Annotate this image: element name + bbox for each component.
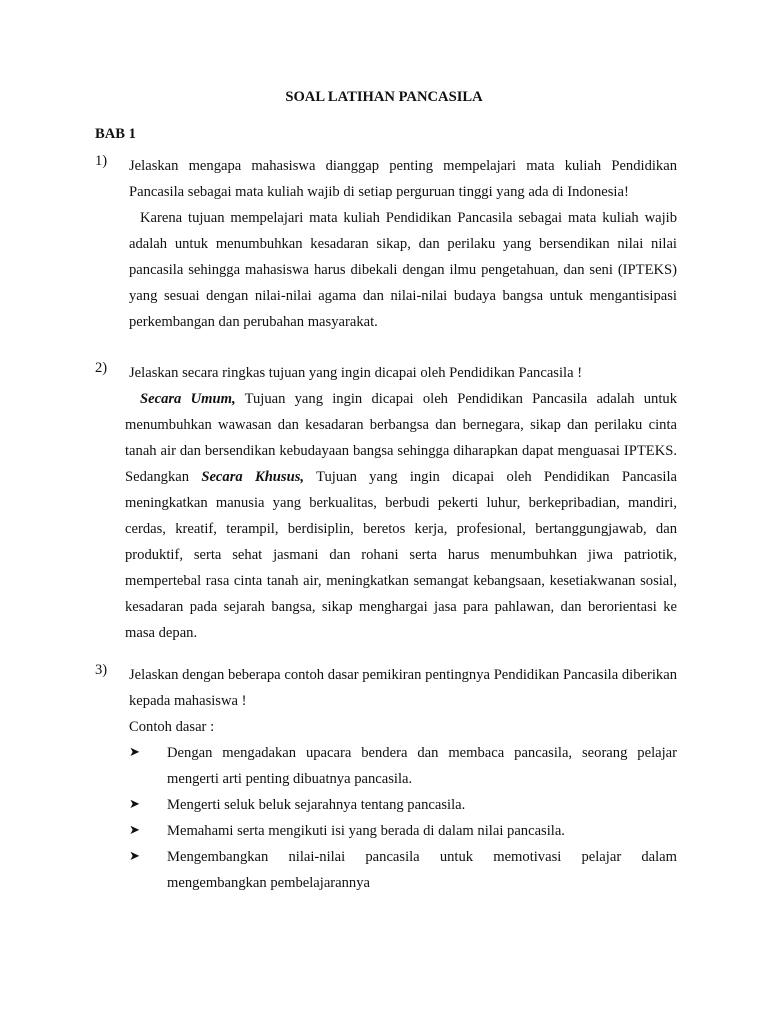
arrowhead-bullet-icon: ➤	[129, 797, 140, 812]
answer-text	[125, 386, 677, 646]
list-item-text: Mengerti seluk beluk sejarahnya tentang pancasila.	[167, 797, 466, 813]
document-title: SOAL LATIHAN PANCASILA	[285, 89, 483, 105]
question-number: 2)	[95, 360, 108, 376]
arrowhead-bullet-icon: ➤	[129, 849, 140, 864]
answer-term-general: Secara Umum,	[140, 391, 236, 407]
question-1	[95, 153, 677, 335]
question-2	[95, 360, 677, 646]
answer-text: Karena tujuan mempelajari mata kuliah Pendidikan Pancasila sebagai mata kuliah wajib adalah untuk menumbuhkan kesadaran sikap, dan perilaku yang bersendikan nilai nilai pancasila sehingga mahasiswa harus dibekali dengan ilmu pengetahuan, dan seni (IPTEKS) yang sesuai dengan nilai-nilai agama dan nilai-nilai budaya bangsa untuk mengantisipasi perkembangan dan perubahan masyarakat.	[129, 210, 677, 330]
arrowhead-bullet-icon: ➤	[129, 745, 140, 760]
arrowhead-bullet-icon: ➤	[129, 823, 140, 838]
answer-body-general: Tujuan yang ingin dicapai oleh Pendidikan Pancasila adalah untuk menumbuhkan wawasan dan kesadaran berbangsa dan bernegara, sikap dan perilaku cinta tanah air dan bersendikan kebudayaan bangsa sehingga diharapkan dapat menguasai IPTEKS. Sedangkan	[125, 391, 678, 485]
list-item-text: Mengembangkan nilai-nilai pancasila untuk memotivasi pelajar dalam mengembangkan pembelajarannya	[167, 849, 677, 891]
answer-body-specific: Tujuan yang ingin dicapai oleh Pendidikan Pancasila meningkatkan manusia yang berkualitas, berbudi pekerti luhur, berkepribadian, mandiri, cerdas, kreatif, terampil, berdisiplin, beretos kerja, profesional, bertanggungjawab, dan produktif, serta sehat jasmani dan rohani serta harus menumbuhkan jiwa patriotik, mempertebal rasa cinta tanah air, meningkatkan semangat kebangsaan, kesetiakwanan sosial, kesadaran pada sejarah bangsa, sikap menghargai jasa para pahlawan, dan berorientasi ke masa depan.	[125, 469, 677, 641]
list-item-text: Dengan mengadakan upacara bendera dan membaca pancasila, seorang pelajar mengerti arti penting dibuatnya pancasila.	[167, 745, 677, 787]
list-item	[95, 844, 677, 896]
question-number: 1)	[95, 153, 108, 169]
question-text: Jelaskan mengapa mahasiswa dianggap penting mempelajari mata kuliah Pendidikan Pancasila sebagai mata kuliah wajib di setiap perguruan tinggi yang ada di Indonesia!	[129, 158, 677, 200]
question-text: Jelaskan dengan beberapa contoh dasar pemikiran pentingnya Pendidikan Pancasila diberikan kepada mahasiswa !	[129, 667, 677, 709]
list-item	[95, 740, 677, 792]
list-item	[95, 792, 677, 818]
question-text: Jelaskan secara ringkas tujuan yang ingin dicapai oleh Pendidikan Pancasila !	[129, 365, 583, 381]
list-item	[95, 818, 677, 844]
answer-term-specific: Secara Khusus,	[201, 469, 305, 485]
question-3	[95, 662, 677, 896]
examples-list	[95, 740, 677, 896]
question-number: 3)	[95, 662, 108, 678]
list-item-text: Memahami serta mengikuti isi yang berada di dalam nilai pancasila.	[167, 823, 565, 839]
chapter-heading: BAB 1	[95, 126, 136, 142]
examples-label: Contoh dasar :	[129, 719, 215, 735]
